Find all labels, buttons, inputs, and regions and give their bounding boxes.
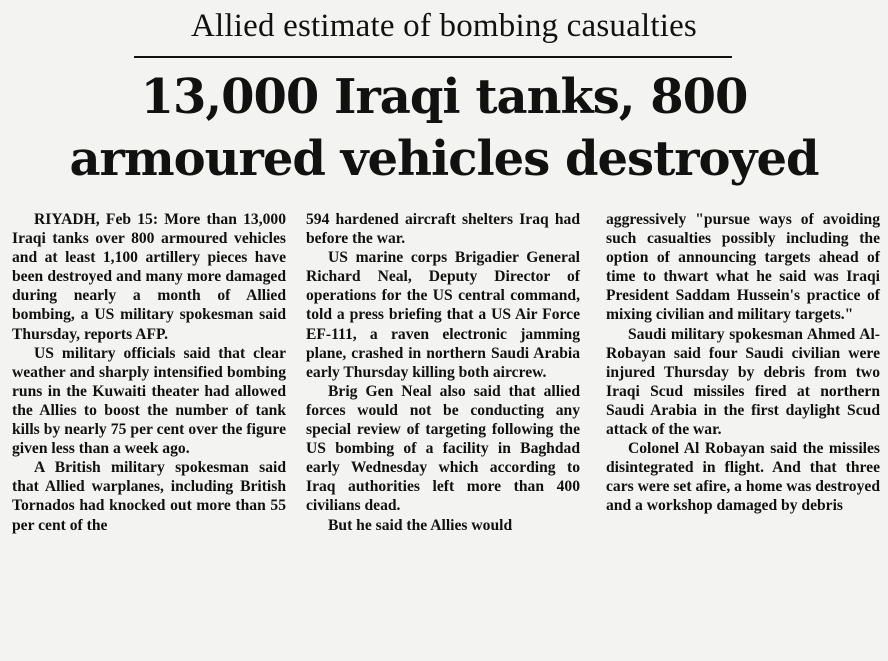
paragraph: Saudi military spokesman Ahmed Al-Robayan said four Saudi civilian were injured Thursday by debris from two Iraqi Scud missiles fired at northern Saudi Arabia in the first daylight Scud attack of the war. xyxy=(606,325,880,439)
headline-line-2: armoured vehicles destroyed xyxy=(69,131,819,187)
kicker-headline: Allied estimate of bombing casualties xyxy=(191,8,697,44)
paragraph: aggressively "pursue ways of avoiding such casualties possibly including the option of announcing targets ahead of time to thwart what he said was Iraqi President Saddam Hussein's practice of mixing civilian and military targets." xyxy=(606,211,880,324)
paragraph: 594 hardened aircraft shelters Iraq had before the war. xyxy=(306,211,580,248)
paragraph: Brig Gen Neal also said that allied forces would not be conducting any special review of targeting following the US bombing of a facility in Baghdad early Wednesday which according to Iraq authorities left more than 400 civilians dead. xyxy=(306,382,580,515)
kicker-rule xyxy=(134,56,732,58)
article-body xyxy=(8,210,880,650)
headline-line-1: 13,000 Iraqi tanks, 800 xyxy=(140,69,748,125)
paragraph: A British military spokesman said that Allied warplanes, including British Tornados had knocked out more than 55 per cent of the xyxy=(12,459,286,534)
paragraph: RIYADH, Feb 15: More than 13,000 Iraqi tanks over 800 armoured vehicles and at least 1,100 artillery pieces have been destroyed and many more damaged during nearly a month of Allied bombing, a US military spokesman said Thursday, reports AFP. xyxy=(12,211,286,343)
column-1 xyxy=(12,210,286,535)
paragraph: US marine corps Brigadier General Richard Neal, Deputy Director of operations for the US central command, told a press briefing that a US Air Force EF-111, a raven electronic jamming plane, crashed in northern Saudi Arabia early Thursday killing both aircrew. xyxy=(306,249,580,381)
paragraph: But he said the Allies would xyxy=(328,516,513,534)
column-3 xyxy=(606,210,880,516)
column-2 xyxy=(306,210,580,535)
paragraph: US military officials said that clear weather and sharply intensified bombing runs in the Kuwaiti theater had allowed the Allies to boost the number of tank kills by nearly 75 per cent over the figure given less than a week ago. xyxy=(12,344,286,458)
main-headline xyxy=(0,66,888,190)
paragraph: Colonel Al Robayan said the missiles disintegrated in flight. And that three cars were set afire, a home was destroyed and a workshop damaged by debris xyxy=(606,440,880,515)
